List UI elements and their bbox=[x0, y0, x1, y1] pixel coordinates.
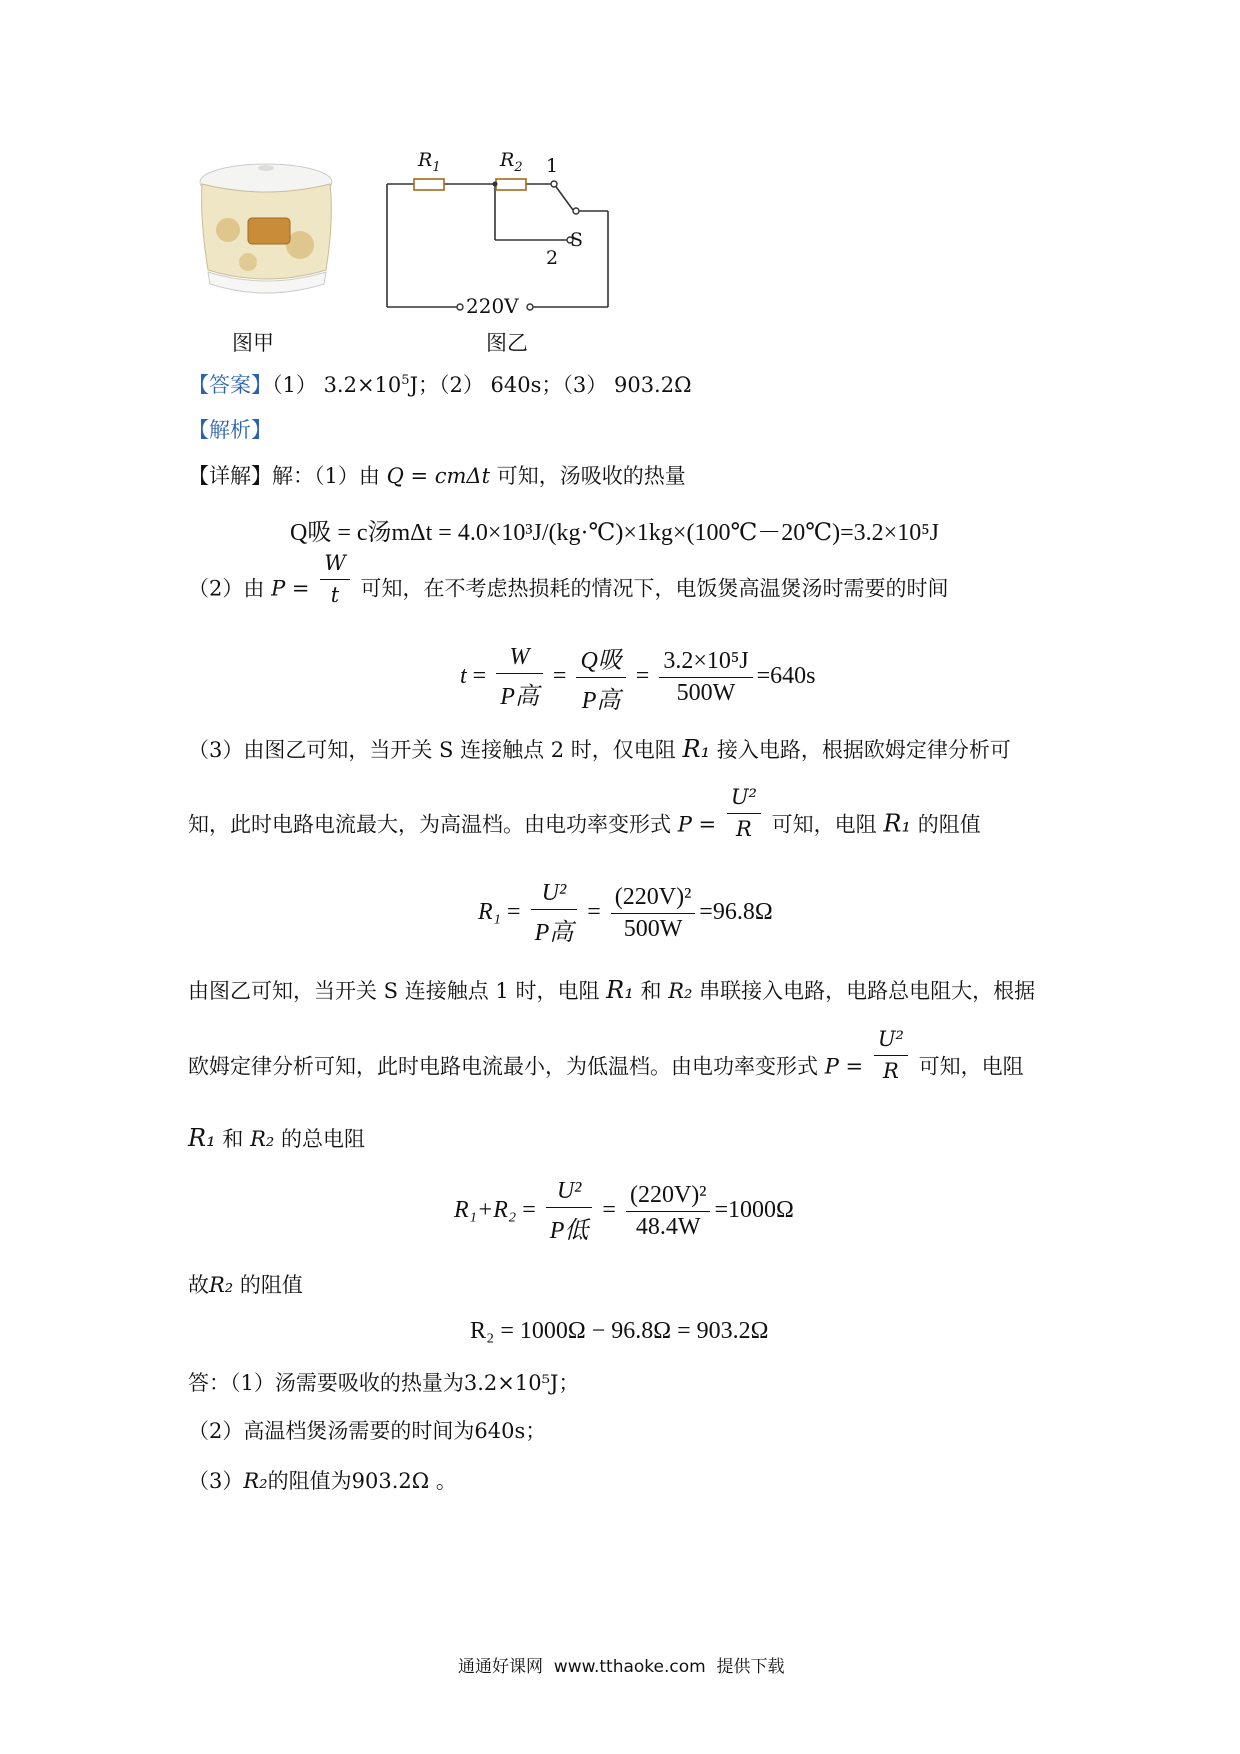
analysis-tag: 【解析】 bbox=[188, 418, 272, 442]
detail-line-7: R₁ 和 R₂ 的总电阻 bbox=[188, 1124, 365, 1152]
final-answer-2: （2）高温档煲汤需要的时间为640s； bbox=[188, 1419, 547, 1443]
resistor-r1 bbox=[414, 179, 444, 190]
detail-line-8: 故R₂ 的阻值 bbox=[188, 1273, 303, 1297]
resistor-r2 bbox=[496, 179, 526, 190]
answer-tag: 【答案】 bbox=[188, 373, 272, 397]
answer-line: 【答案】（1） $3.2\times 10^5J$；（2） 640s；（3） 903.2Ω bbox=[188, 373, 692, 397]
contact-1-terminal bbox=[551, 181, 557, 187]
rice-cooker-figure bbox=[188, 150, 348, 320]
switch-pivot bbox=[573, 208, 579, 214]
detail-line-4: 知，此时电路电流最大，为高温档。由电功率变形式 P = $\frac{\text{U²}}{R}$ 可知，电阻 R₁ 的阻值 bbox=[188, 785, 981, 842]
equation-time: t = $\frac{W}{\text{P高}}$ = $\frac{\text{Q吸}}{\text{P高}}$ = $\frac{\text{3.2×10⁵J}}{500W}$ =640s bbox=[460, 640, 815, 715]
figure-jia-caption: 图甲 bbox=[232, 331, 274, 355]
detail-line-5: 由图乙可知，当开关 S 连接触点 1 时，电阻 R₁ 和 R₂ 串联接入电路，电路总电阻大，根据 bbox=[188, 976, 1036, 1004]
terminal-right bbox=[527, 304, 533, 310]
detail-line-3: （3）由图乙可知，当开关 S 连接触点 2 时，仅电阻 R₁ 接入电路，根据欧姆定律分析可 bbox=[188, 735, 1011, 763]
page-footer: 通通好课网 www.tthaoke.com 提供下载 bbox=[458, 1657, 785, 1677]
equation-heat: Q吸 = c汤mΔt = 4.0×10³J/(kg·℃)×1kg×(100℃－20℃)=3.2×10⁵J bbox=[290, 520, 939, 546]
detail-line-2: （2）由 P = $\frac{W}{t}$ 可知，在不考虑热损耗的情况下，电饭煲高温煲汤时需要的时间 bbox=[188, 570, 948, 610]
equation-r2: R₂ = 1000Ω − 96.8Ω = 903.2Ω bbox=[470, 1318, 769, 1344]
circuit-diagram bbox=[380, 140, 630, 318]
voltage-label: 220V bbox=[466, 294, 519, 318]
r1-label: $R_1$ bbox=[418, 149, 441, 175]
equation-total-resistance: R₁+R₂ = $\frac{\text{U²}}{\text{P低}}$ = $\frac{\text{(220V)²}}{48.4W}$ =1000Ω bbox=[454, 1178, 794, 1244]
fraction-w-over-t: $\frac{W}{t}$ bbox=[320, 550, 350, 610]
equation-r1: R₁ = $\frac{\text{U²}}{\text{P高}}$ = $\frac{\text{(220V)²}}{500W}$ =96.8Ω bbox=[478, 880, 773, 946]
final-answer-3: （3）R₂的阻值为903.2Ω 。 bbox=[188, 1469, 457, 1493]
final-answer-1: 答：（1）汤需要吸收的热量为3.2×10⁵J； bbox=[188, 1371, 580, 1395]
switch-label: S bbox=[570, 229, 584, 251]
detail-line-6: 欧姆定律分析可知，此时电路电流最小，为低温档。由电功率变形式 P = $\frac{\text{U²}}{R}$ 可知，电阻 bbox=[188, 1027, 1024, 1084]
detail-tag: 【详解】 bbox=[188, 464, 272, 488]
terminal-left bbox=[457, 304, 463, 310]
detail-line-1: 【详解】解：（1）由 Q = cmΔt 可知，汤吸收的热量 bbox=[188, 464, 686, 488]
figure-yi-caption: 图乙 bbox=[486, 331, 528, 355]
contact-2-label: 2 bbox=[546, 247, 559, 269]
r2-label: $R_2$ bbox=[500, 149, 523, 175]
contact-1-label: 1 bbox=[546, 155, 559, 177]
rice-cooker-image bbox=[188, 150, 348, 320]
